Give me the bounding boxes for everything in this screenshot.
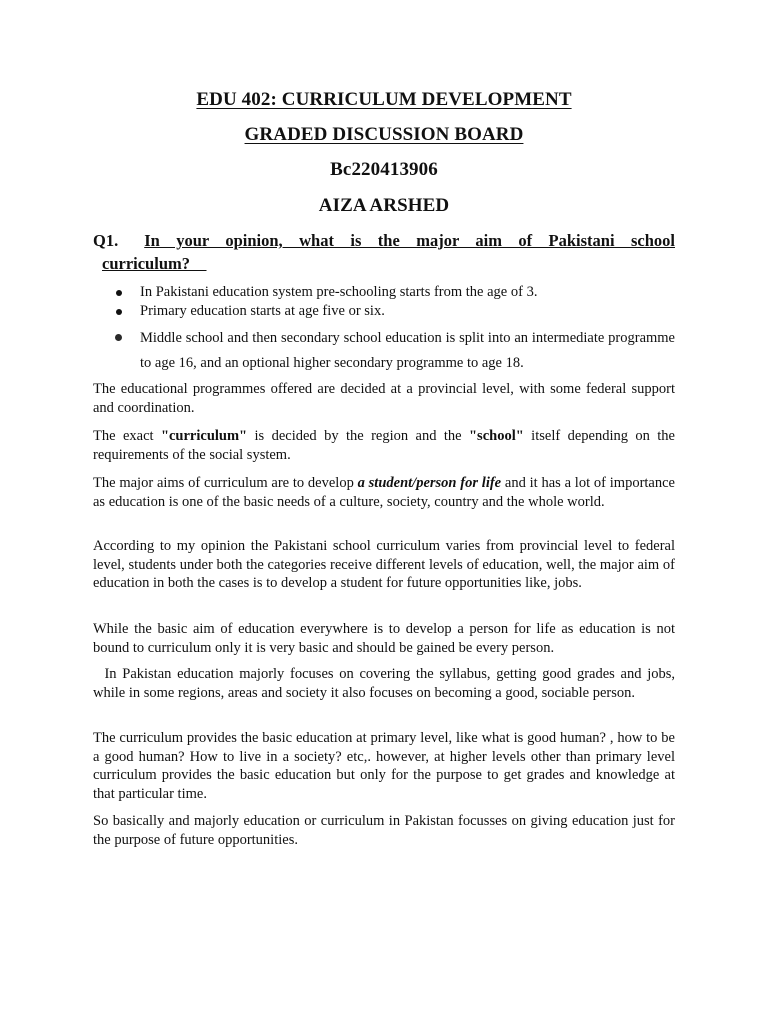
bullet-icon [116,290,122,296]
bullet-icon [115,334,122,341]
paragraph-my-opinion: According to my opinion the Pakistani school curriculum varies from provincial level to federal level, students under both the categories receive different levels of education, well, the major aim of education in both the cases is to develop a student for future opportunities like, jobs. [93,538,675,591]
paragraph-text: The major aims of curriculum are to develop [93,475,358,491]
bullet-list [93,283,675,376]
paragraph-exact-curriculum [93,427,675,464]
term-curriculum: "curriculum" [160,428,248,444]
paragraph-provincial-level: The educational programmes offered are decided at a provincial level, with some federal support and coordination. [93,381,675,416]
paragraph-basic-aim: While the basic aim of education everywhere is to develop a person for life as education is not bound to curriculum only it is very basic and should be gained be every person. [93,621,675,656]
emphasis-student-for-life: a student/person for life [357,475,502,491]
list-item [93,326,675,376]
student-name: AIZA ARSHED [318,195,450,216]
question-text-line-2: curriculum? [102,254,207,273]
student-id: Bc220413906 [330,159,438,180]
paragraph-conclusion: So basically and majorly education or curriculum in Pakistan focusses on giving education just for the purpose of future opportunities. [93,813,675,848]
paragraph-primary-level: The curriculum provides the basic education at primary level, like what is good human? , how to be a good human? How to live in a society? etc,. however, at higher levels other than primary level curriculum provides the basic education but only for the purpose to get grades and knowledge at that particular time. [93,730,675,802]
question-text-line-1: In your opinion, what is the major aim of Pakistani school [144,231,675,250]
board-title: GRADED DISCUSSION BOARD [244,124,524,145]
paragraph-text: and it has a lot of importance as education is one of the basic needs of a culture, society, country and the whole world. [93,475,675,510]
paragraph-major-aims [93,474,675,511]
paragraph-text: The exact [93,428,161,444]
bullet-text: Primary education starts at age five or six. [140,303,385,319]
list-item [93,283,675,302]
question-line-1 [93,229,675,252]
paragraph-text: itself depending on the requirements of the social system. [93,428,675,463]
course-title: EDU 402: CURRICULUM DEVELOPMENT [196,89,572,110]
bullet-icon [116,309,122,315]
paragraph-text: is decided by the region and the [247,428,469,444]
question-number: Q1. [93,231,119,250]
list-item [93,302,675,321]
bullet-text: In Pakistani education system pre-schooling starts from the age of 3. [140,284,538,300]
question-block [93,229,675,275]
term-school: "school" [469,428,524,444]
bullet-text: Middle school and then secondary school education is split into an intermediate programme to age 16, and an optional higher secondary programme to age 18. [140,330,675,371]
paragraph-pakistan-focus [93,665,675,702]
paragraph-text: In Pakistan education majorly focuses on covering the syllabus, getting good grades and jobs, while in some regions, areas and society it also focuses on becoming a good, sociable person. [93,666,675,701]
